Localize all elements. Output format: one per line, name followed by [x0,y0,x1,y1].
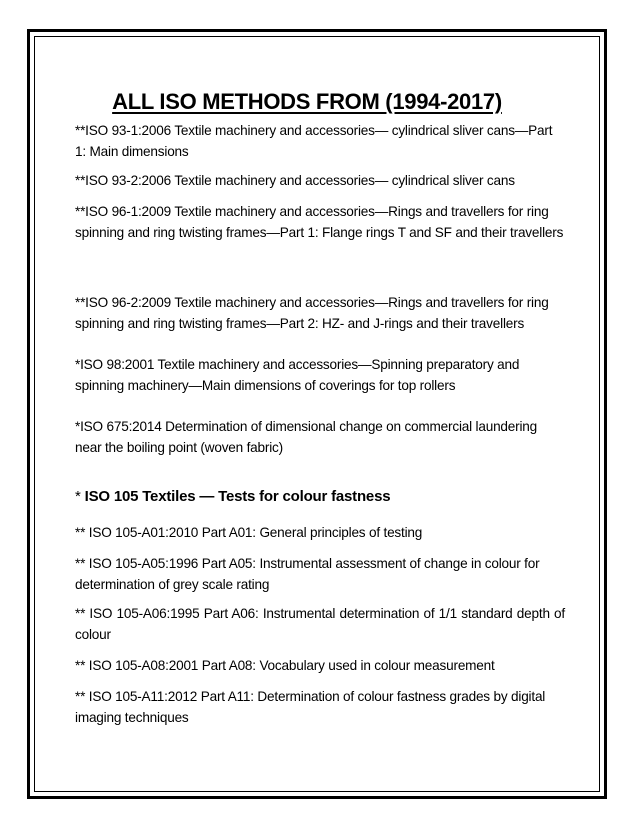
entry-iso-96-1: **ISO 96-1:2009 Textile machinery and accessories—Rings and travellers for ring spinning and ring twisting frames—Part 1: Flange rings T and SF and their travellers [75,204,564,240]
entry-iso-105-a08: ** ISO 105-A08:2001 Part A08: Vocabulary used in colour measurement [75,658,495,673]
entry-iso-105-a11: ** ISO 105-A11:2012 Part A11: Determination of colour fastness grades by digital imaging techniques [75,689,546,725]
section-heading-prefix: * [75,488,85,505]
section-heading-text: ISO 105 Textiles — Tests for colour fastness [84,488,391,505]
page-title: ALL ISO METHODS FROM (1994-2017) [112,88,502,114]
entry-iso-93-2: **ISO 93-2:2006 Textile machinery and accessories— cylindrical sliver cans [75,173,515,188]
entry-iso-105-a05: ** ISO 105-A05:1996 Part A05: Instrumental assessment of change in colour for determination of grey scale rating [75,556,540,592]
entry-iso-93-1: **ISO 93-1:2006 Textile machinery and accessories— cylindrical sliver cans—Part 1: Main dimensions [75,123,553,159]
entry-iso-96-2: **ISO 96-2:2009 Textile machinery and accessories—Rings and travellers for ring spinning and ring twisting frames—Part 2: HZ- and J-rings and their travellers [75,295,549,331]
section-heading-iso-105 [75,486,565,507]
entry-iso-98: *ISO 98:2001 Textile machinery and accessories—Spinning preparatory and spinning machinery—Main dimensions of coverings for top rollers [75,357,520,393]
entry-iso-105-a01: ** ISO 105-A01:2010 Part A01: General principles of testing [75,525,423,540]
entry-iso-675: *ISO 675:2014 Determination of dimensional change on commercial laundering near the boiling point (woven fabric) [75,419,538,455]
entry-iso-105-a06: ** ISO 105-A06:1995 Part A06: Instrumental determination of 1/1 standard depth of colour [75,606,565,642]
